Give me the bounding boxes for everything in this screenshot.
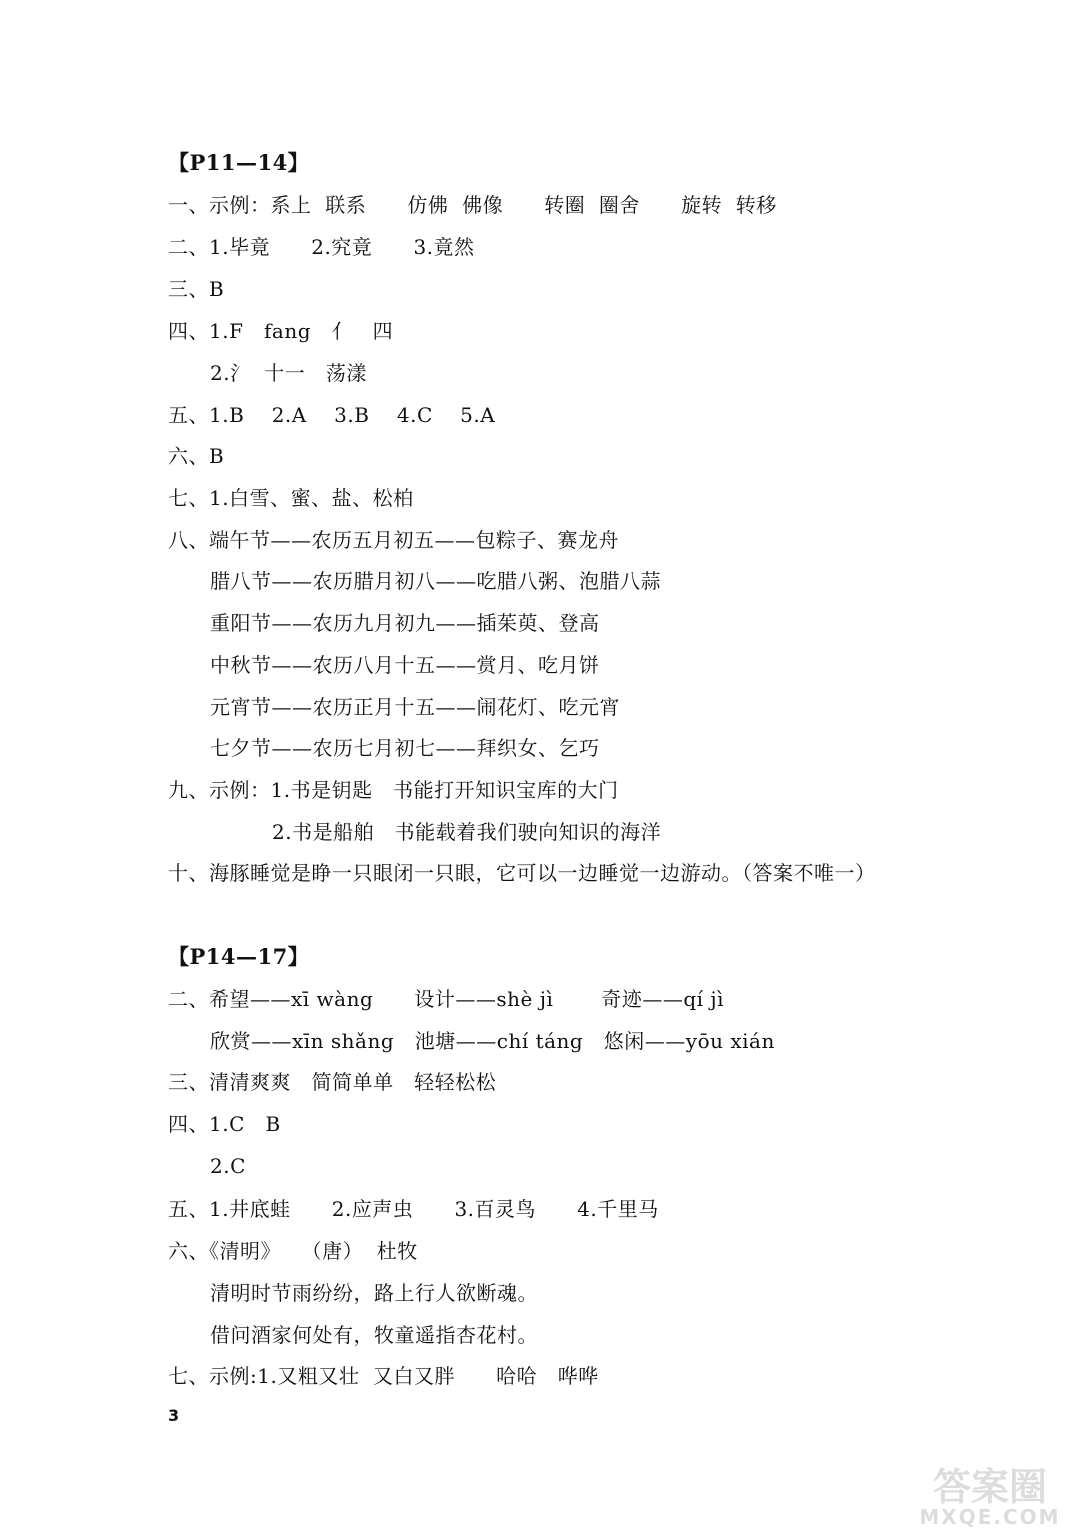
section-heading-p14-17: 【P14—17】 (168, 944, 310, 969)
answer-line: 二、希望——xī wàng 设计——shè jì 奇迹——qí jì (168, 987, 724, 1011)
watermark-logo (905, 1460, 1075, 1530)
answer-line: 2.氵 十一 荡漾 (210, 361, 367, 385)
answer-line: 六、《清明》 （唐） 杜牧 (168, 1239, 418, 1263)
answer-line: 清明时节雨纷纷，路上行人欲断魂。 (210, 1281, 538, 1305)
watermark-subtext: MXQE.COM (919, 1505, 1061, 1529)
answer-line: 七、示例:1.又粗又壮 又白又胖 哈哈 哗哗 (168, 1364, 599, 1388)
answer-line: 四、1.C B (168, 1112, 281, 1136)
answer-line: 元宵节——农历正月十五——闹花灯、吃元宵 (210, 695, 620, 719)
section-heading-p11-14: 【P11—14】 (168, 150, 310, 175)
answer-line: 2.书是船舶 书能载着我们驶向知识的海洋 (272, 820, 662, 844)
answer-line: 四、1.F fang 亻 四 (168, 319, 394, 343)
answer-line: 九、示例：1.书是钥匙 书能打开知识宝库的大门 (168, 778, 619, 802)
answer-line: 重阳节——农历九月初九——插茱萸、登高 (210, 611, 600, 635)
answer-line: 七夕节——农历七月初七——拜织女、乞巧 (210, 736, 600, 760)
answer-line: 十、海豚睡觉是睁一只眼闭一只眼，它可以一边睡觉一边游动。（答案不唯一） (168, 861, 876, 885)
answer-line: 借问酒家何处有，牧童遥指杏花村。 (210, 1323, 538, 1347)
answer-line: 中秋节——农历八月十五——赏月、吃月饼 (210, 653, 600, 677)
answer-line: 八、端午节——农历五月初五——包粽子、赛龙舟 (168, 528, 619, 552)
answer-line: 欣赏——xīn shǎng 池塘——chí táng 悠闲——yōu xián (210, 1029, 775, 1053)
watermark-text: 答案圈 (932, 1465, 1048, 1509)
answer-line: 五、1.井底蛙 2.应声虫 3.百灵鸟 4.千里马 (168, 1197, 659, 1221)
answer-line: 七、1.白雪、蜜、盐、松柏 (168, 486, 414, 510)
answer-line: 二、1.毕竟 2.究竟 3.竟然 (168, 235, 475, 259)
answer-line: 六、B (168, 444, 225, 468)
answer-line: 腊八节——农历腊月初八——吃腊八粥、泡腊八蒜 (210, 569, 661, 593)
answer-line: 五、1.B 2.A 3.B 4.C 5.A (168, 403, 496, 427)
answer-line: 三、清清爽爽 简简单单 轻轻松松 (168, 1070, 497, 1094)
page-number: 3 (168, 1406, 180, 1425)
answer-line: 2.C (210, 1154, 246, 1178)
answer-line: 三、B (168, 277, 225, 301)
answer-line: 一、示例：系上 联系 仿佛 佛像 转圈 圈舍 旋转 转移 (168, 193, 777, 217)
